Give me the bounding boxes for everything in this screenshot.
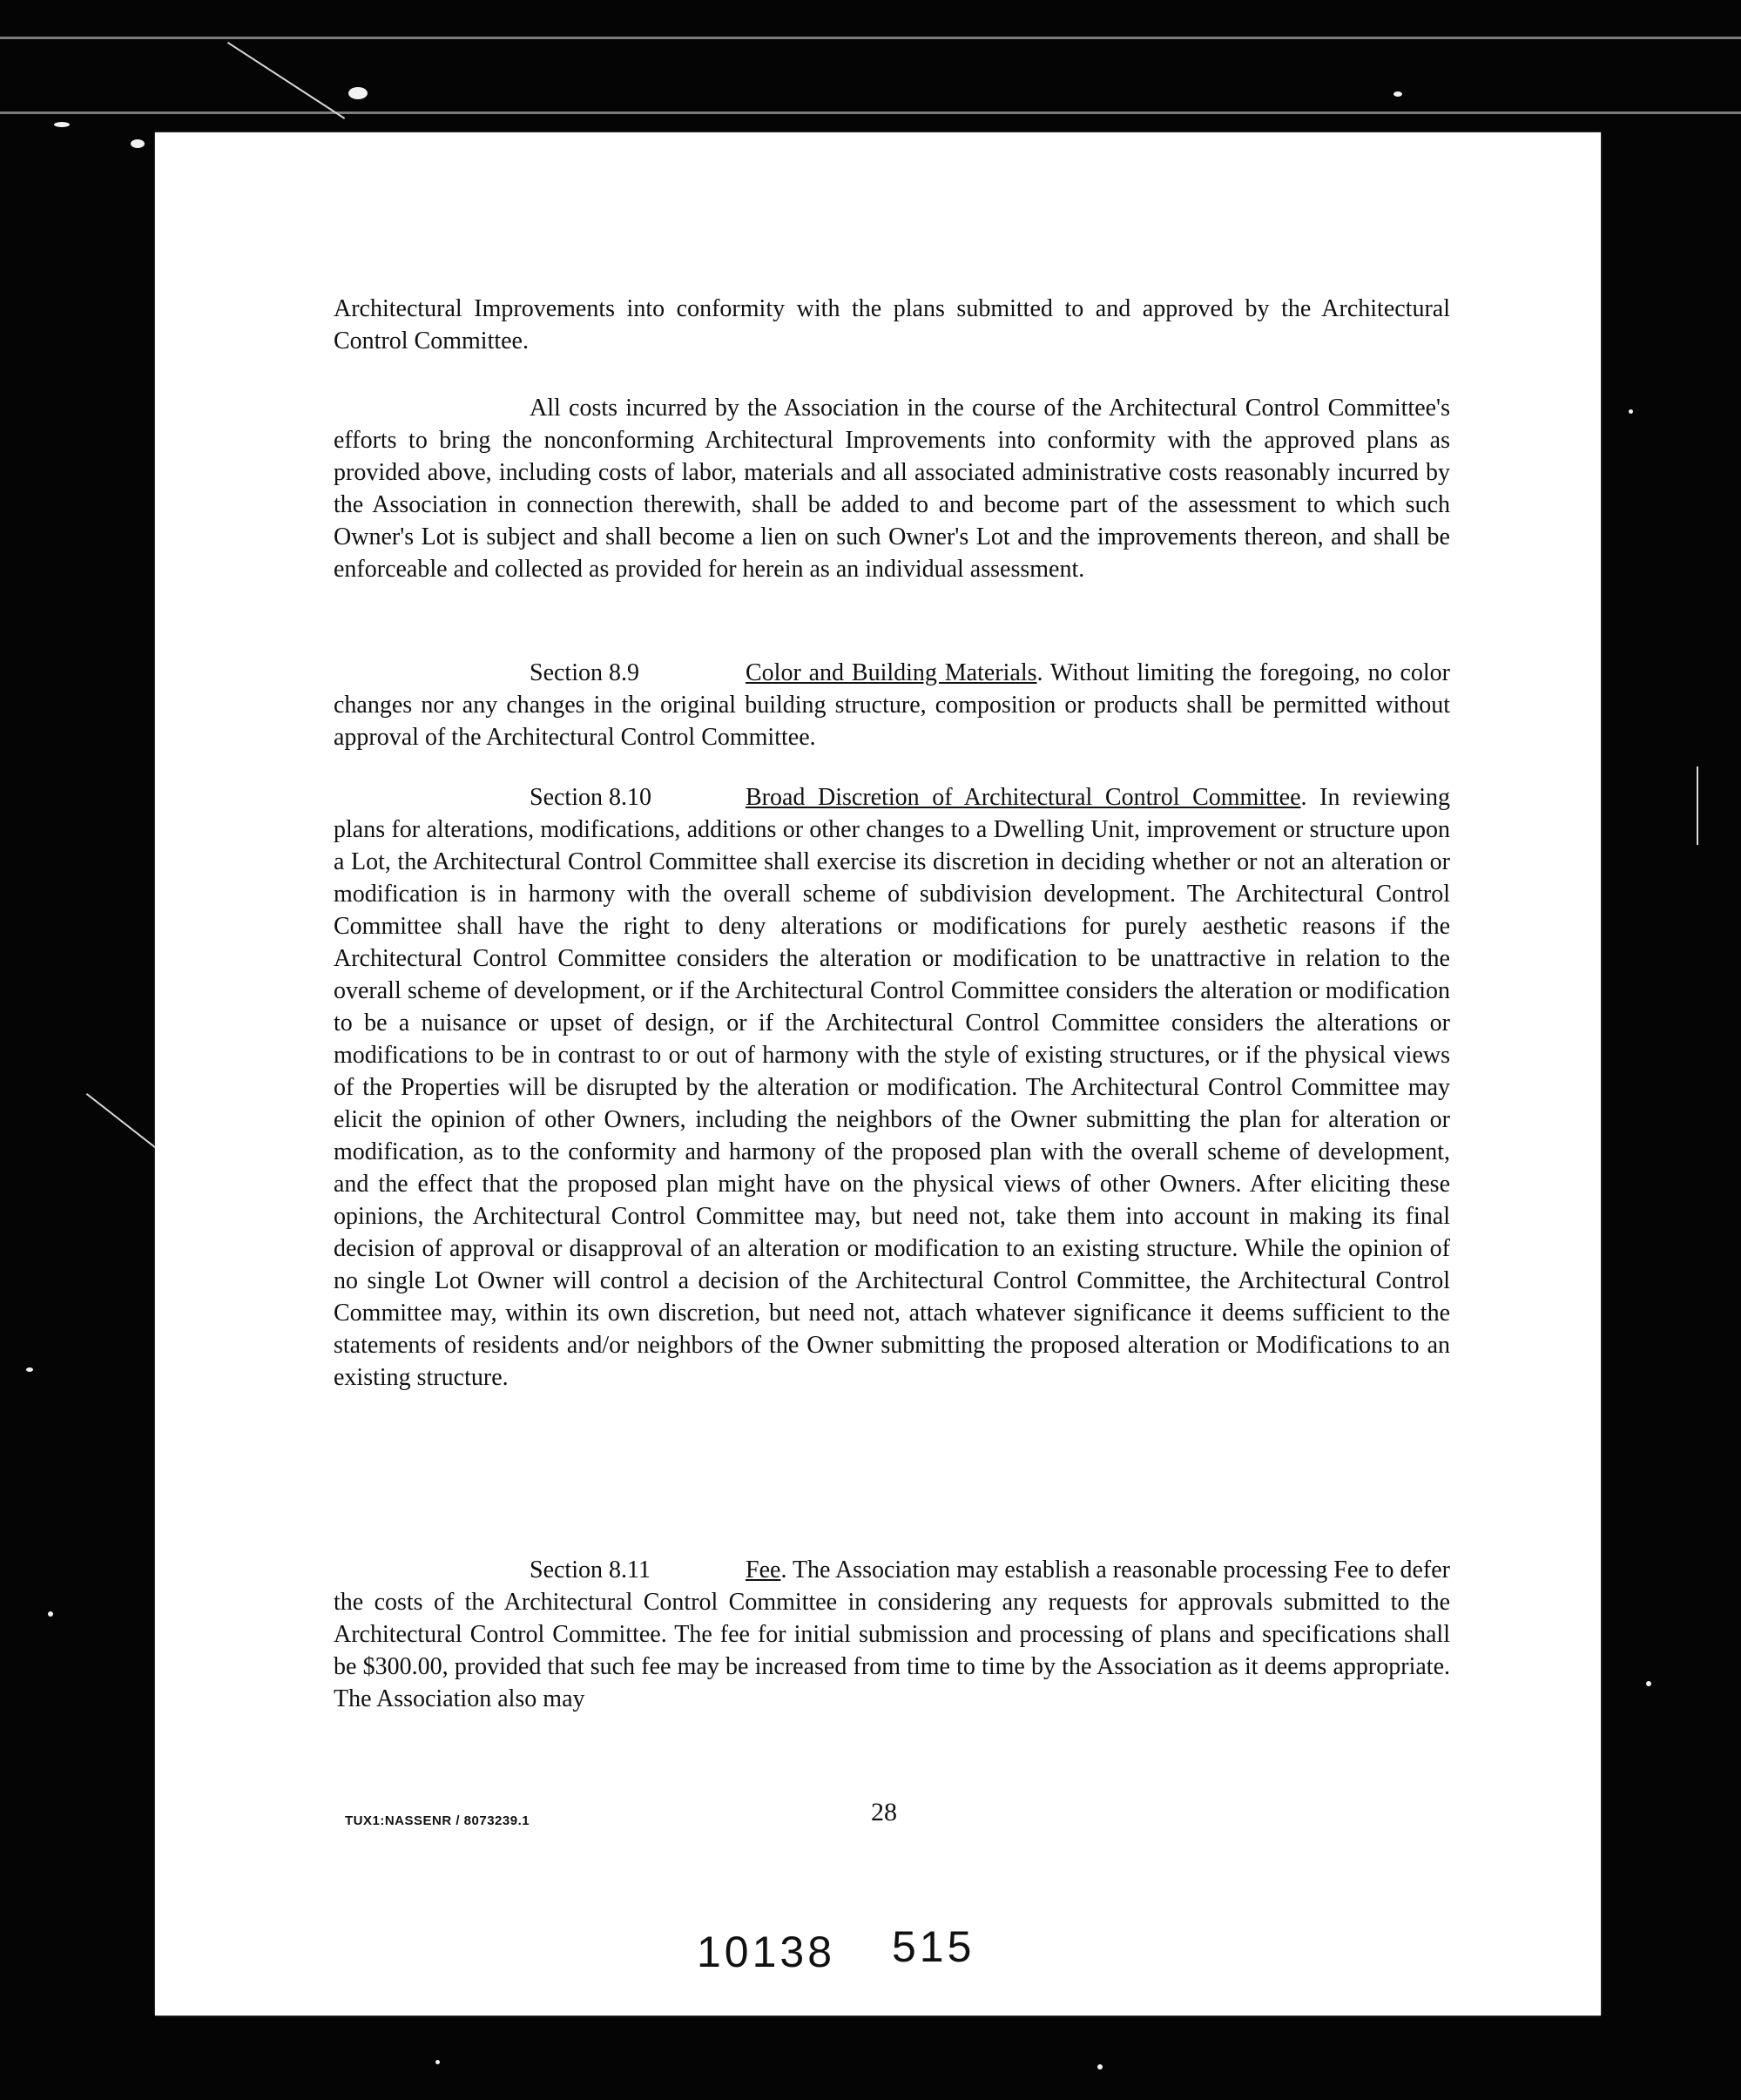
scan-streak: [1697, 766, 1698, 845]
section-8-11: Section 8.11 Fee. The Association may establish a reasonable processing Fee to defer the costs of the Architectural Control Committee in considering any requests for approvals submitted to the Architectural Control Committee. The fee for initial submission and processing of plans and specifications shall be $300.00, provided that such fee may be increased from time to time by the Association as it deems appropriate. The Association also may: [334, 1554, 1450, 1715]
section-8-9: Section 8.9 Color and Building Materials. Without limiting the foregoing, no color changes nor any changes in the original building structure, composition or products shall be permitted without approval of the Architectural Control Committee.: [334, 657, 1450, 753]
paragraph-costs: All costs incurred by the Association in the course of the Architectural Control Committee's efforts to bring the nonconforming Architectural Improvements into conformity with the approved plans as provided above, including costs of labor, materials and all associated administrative costs reasonably incurred by the Association in connection therewith, shall be added to and become part of the assessment to which such Owner's Lot is subject and shall become a lien on such Owner's Lot and the improvements thereon, and shall be enforceable and collected as provided for herein as an individual assessment.: [334, 395, 1450, 583]
recording-book-number: 10138: [697, 1928, 836, 1976]
section-text: The Association may establish a reasonable processing Fee to defer the costs of the Architectural Control Committee in considering any requests for approvals submitted to the Architectural Control Committee. The fee for initial submission and processing of plans and specifications shall be $300.00, provided that such fee may be increased from time to time by the Association as it deems appropriate. The Association also may: [334, 1556, 1450, 1712]
document-reference: TUX1:NASSENR / 8073239.1: [345, 1813, 530, 1828]
scan-speck: [1646, 1681, 1651, 1686]
section-number: Section 8.9: [530, 659, 639, 686]
scan-edge-line: [0, 111, 1741, 114]
section-8-10: Section 8.10 Broad Discretion of Architectural Control Committee. In reviewing plans for alterations, modifications, additions or other changes to a Dwelling Unit, improvement or structure upon a Lot, the Architectural Control Committee shall exercise its discretion in deciding whether or not an alteration or modification is in harmony with the overall scheme of subdivision development. The Architectural Control Committee shall have the right to deny alterations or modifications for purely aesthetic reasons if the Architectural Control Committee considers the alteration or modification to be unattractive in relation to the overall scheme of development, or if the Architectural Control Committee considers the alteration or modification to be a nuisance or upset of design, or if the Architectural Control Committee considers the alterations or modifications to be in contrast to or out of harmony with the style of existing structures, or if the physical views of the Properties will be disrupted by the alteration or modification. The Architectural Control Committee may elicit the opinion of other Owners, including the neighbors of the Owner submitting the plan for alteration or modification, as to the conformity and harmony of the proposed plan with the overall scheme of development, and the effect that the proposed plan might have on the physical views of other Owners. After eliciting these opinions, the Architectural Control Committee may, but need not, take them into account in making its final decision of approval or disapproval of an alteration or modification to an existing structure. While the opinion of no single Lot Owner will control a decision of the Architectural Control Committee, the Architectural Control Committee may, within its own discretion, but need not, attach whatever significance it deems sufficient to the statements of residents and/or neighbors of the Owner submitting the proposed alteration or Modifications to an existing structure.: [334, 781, 1450, 1394]
scan-edge-line: [0, 37, 1741, 39]
scan-speck: [26, 1367, 33, 1372]
paragraph-continuation: Architectural Improvements into conformity with the plans submitted to and approved by the Architectural Control Committee.: [334, 295, 1450, 355]
scan-speck: [1097, 2064, 1103, 2070]
scan-speck: [48, 1611, 53, 1617]
page-number: 28: [871, 1798, 897, 1827]
section-number: Section 8.11: [530, 1556, 651, 1583]
scan-speck: [348, 87, 368, 99]
scan-speck: [131, 139, 145, 148]
section-number: Section 8.10: [530, 784, 651, 811]
recording-page-stamp: 515: [892, 1922, 975, 1971]
scan-speck: [1393, 91, 1402, 97]
scan-streak: [227, 42, 345, 119]
scan-speck: [435, 2060, 440, 2064]
section-title: Fee: [746, 1556, 781, 1583]
document-page: [155, 132, 1601, 2016]
section-title: Color and Building Materials: [746, 659, 1037, 686]
section-text: In reviewing plans for alterations, modifications, additions or other changes to a Dwelling Unit, improvement or structure upon a Lot, the Architectural Control Committee shall exercise its discretion in deciding whether or not an alteration or modification is in harmony with the overall scheme of subdivision development. The Architectural Control Committee shall have the right to deny alterations or modifications for purely aesthetic reasons if the Architectural Control Committee considers the alteration or modification to be unattractive in relation to the overall scheme of development, or if the Architectural Control Committee considers the alteration or modification to be a nuisance or upset of design, or if the Architectural Control Committee considers the alterations or modifications to be in contrast to or out of harmony with the style of existing structures, or if the physical views of the Properties will be disrupted by the alteration or modification. The Architectural Control Committee may elicit the opinion of other Owners, including the neighbors of the Owner submitting the plan for alteration or modification, as to the conformity and harmony of the proposed plan with the overall scheme of development, and the effect that the proposed plan might have on the physical views of other Owners. After eliciting these opinions, the Architectural Control Committee may, but need not, take them into account in making its final decision of approval or disapproval of an alteration or modification to an existing structure. While the opinion of no single Lot Owner will control a decision of the Architectural Control Committee, the Architectural Control Committee may, within its own discretion, but need not, attach whatever significance it deems sufficient to the statements of residents and/or neighbors of the Owner submitting the proposed alteration or Modifications to an existing structure.: [334, 784, 1451, 1391]
scan-speck: [1629, 409, 1633, 414]
section-title: Broad Discretion of Architectural Control Committee: [746, 784, 1301, 811]
scan-speck: [54, 122, 70, 127]
section-text: Without limiting the foregoing, no color changes nor any changes in the original building structure, composition or products shall be permitted without approval of the Architectural Control Committee.: [334, 659, 1450, 751]
